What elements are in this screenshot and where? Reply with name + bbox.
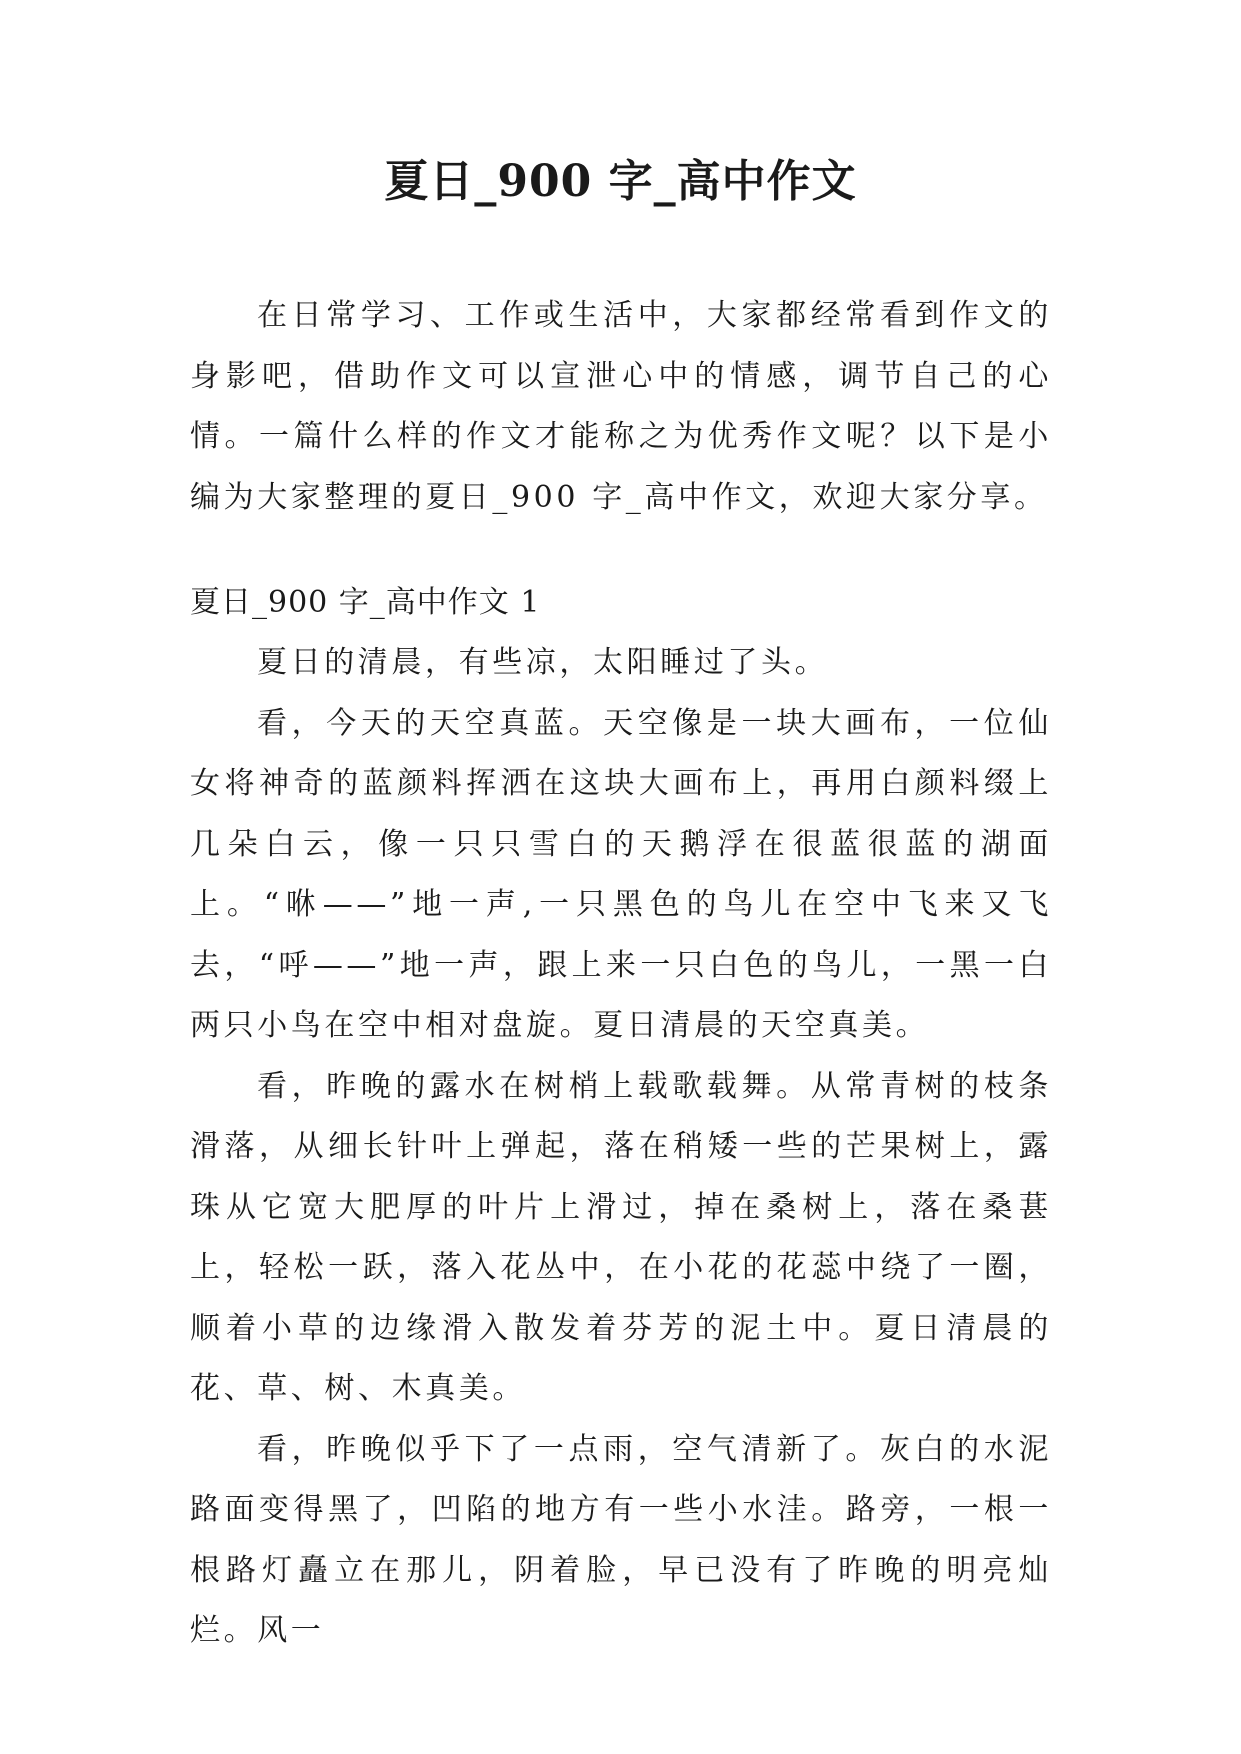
document-title: 夏日_900 字_高中作文 [384, 156, 857, 207]
intro-paragraph: 在日常学习、工作或生活中，大家都经常看到作文的身影吧，借助作文可以宣泄心中的情感，调节自己的心情。一篇什么样的作文才能称之为优秀作文呢？以下是小编为大家整理的夏日_900 字_高中作文，欢迎大家分享。 [190, 298, 1052, 515]
essay-paragraph-1: 夏日的清晨，有些凉，太阳睡过了头。 [257, 645, 829, 680]
essay-paragraph-3: 看，昨晚的露水在树梢上载歌载舞。从常青树的枝条滑落，从细长针叶上弹起，落在稍矮一些的芒果树上，露珠从它宽大肥厚的叶片上滑过，掉在桑树上，落在桑葚上，轻松一跃，落入花丛中，在小花的花蕊中绕了一圈，顺着小草的边缘滑入散发着芬芳的泥土中。夏日清晨的花、草、树、木真美。 [190, 1068, 1052, 1406]
essay-paragraph-4: 看，昨晚似乎下了一点雨，空气清新了。灰白的水泥路面变得黑了，凹陷的地方有一些小水洼。路旁，一根一根路灯矗立在那儿，阴着脸，早已没有了昨晚的明亮灿烂。风一 [190, 1431, 1052, 1648]
section-heading: 夏日_900 字_高中作文 1 [190, 585, 541, 620]
essay-paragraph-2: 看，今天的天空真蓝。天空像是一块大画布，一位仙女将神奇的蓝颜料挥洒在这块大画布上，再用白颜料缀上几朵白云，像一只只雪白的天鹅浮在很蓝很蓝的湖面上。“咻——”地一声,一只黑色的鸟儿在空中飞来又飞去，“呼——”地一声，跟上来一只白色的鸟儿，一黑一白两只小鸟在空中相对盘旋。夏日清晨的天空真美。 [190, 705, 1052, 1043]
essay-body [190, 633, 1052, 1662]
